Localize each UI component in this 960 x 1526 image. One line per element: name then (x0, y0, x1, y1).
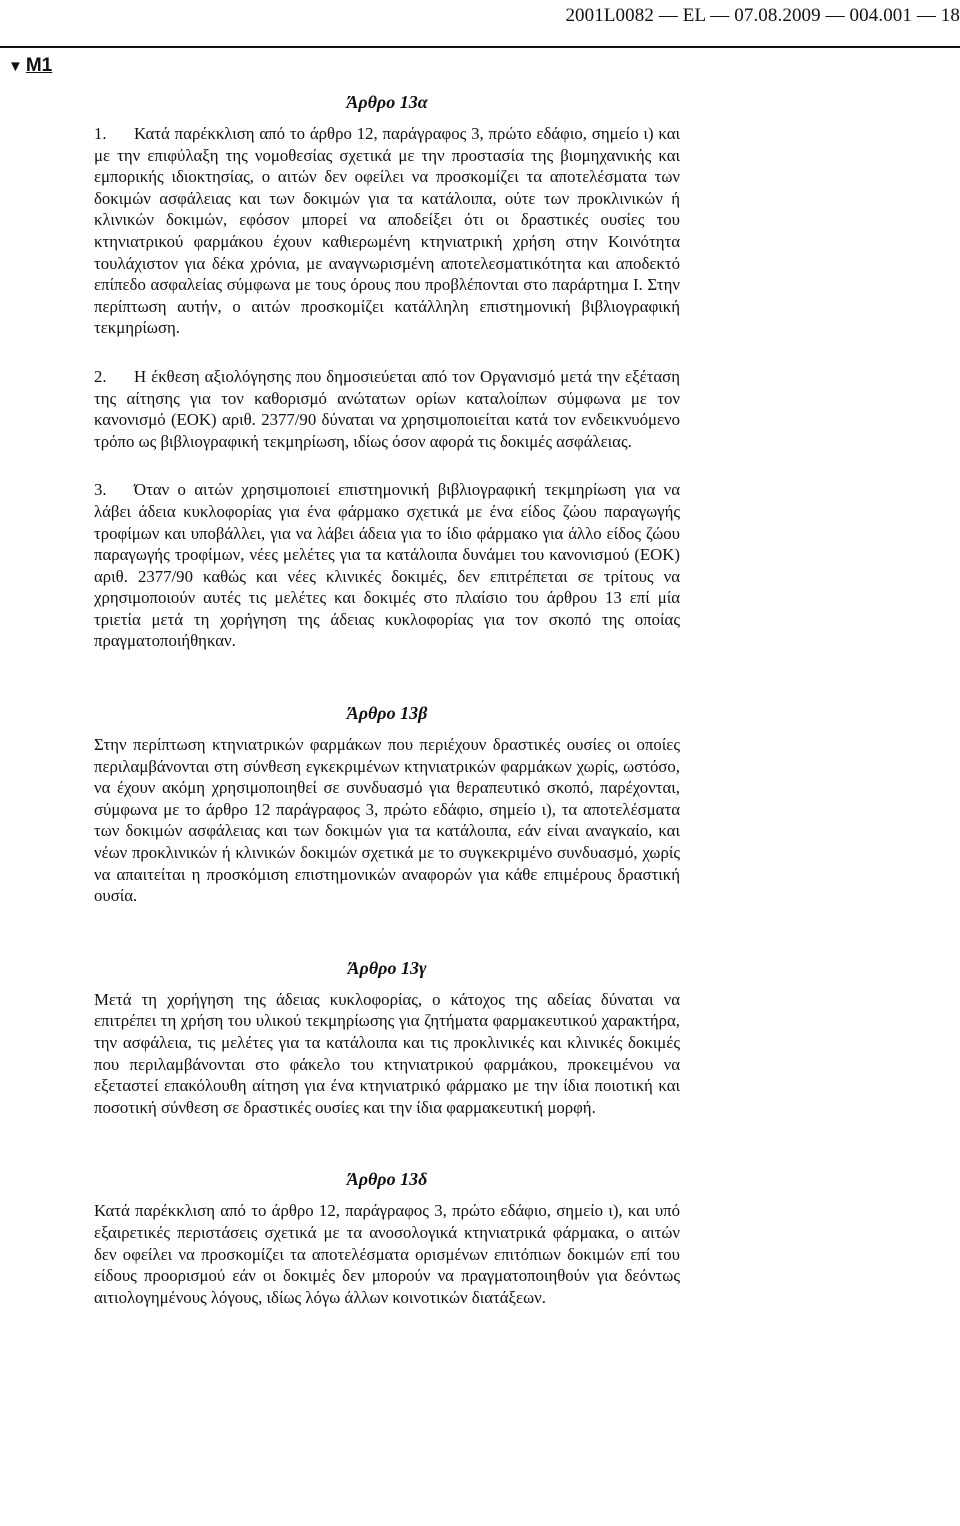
paragraph-13d (94, 1200, 680, 1308)
document-body (94, 89, 680, 1308)
document-reference: 2001L0082 — EL — 07.08.2009 — 004.001 — 18 (565, 5, 960, 26)
paragraph-number: 3. (94, 480, 107, 500)
paragraph-text: Μετά τη χορήγηση της άδειας κυκλοφορίας, ο κάτοχος της αδείας δύναται να επιτρέπει τη χρήση του υλικού τεκμηρίωσης για ζητήματα φαρμακευτικού χαρακτήρα, την ασφάλεια, τις μελέτες για τα κατάλοιπα και τις προκλινικές και κλινικές δοκιμές που περιλαμβάνονται στο φάκελο του κτηνιατρικού φαρμάκου, προκειμένου να εξεταστεί επακόλουθη αίτηση για ένα κτηνιατρικό φάρμακο με την ίδια ποιοτική και ποσοτική σύνθεση σε δραστικές ουσίες και την ίδια φαρμακευτική μορφή. (94, 989, 680, 1117)
paragraph-13c (94, 989, 680, 1119)
amendment-marker (8, 55, 52, 77)
article-title-13a: Άρθρο 13α (346, 92, 428, 112)
header-bar (0, 0, 960, 48)
paragraph-text: Όταν ο αιτών χρησιμοποιεί επιστημονική βιβλιογραφική τεκμηρίωση για να λάβει άδεια κυκλοφορίας για ένα φάρμακο σχετικά με ένα είδος ζώου παραγωγής τροφίμων και υποβάλλει, για να λάβει άδεια για το ίδιο φάρμακο για άλλο είδος ζώου παραγωγής τροφίμων, νέες μελέτες για τα κατάλοιπα δυνάμει του κανονισμού (ΕΟΚ) αριθ. 2377/90 καθώς και νέες κλινικές δοκιμές, δεν επιτρέπεται σε τρίτους να χρησιμοποιούν αυτές τις μελέτες και δοκιμές στο πλαίσιο του άρθρου 13 επί μία τριετία μετά τη χορήγηση της άδειας κυκλοφορίας για τον σκοπό της οποίας πραγματοποιήθηκαν. (94, 480, 680, 651)
paragraph-text: Η έκθεση αξιολόγησης που δημοσιεύεται από τον Οργανισμό μετά την εξέταση της αίτησης για τον καθορισμό ανώτατων ορίων καταλοίπων σύμφωνα με τον κανονισμό (ΕΟΚ) αριθ. 2377/90 δύναται να χρησιμοποιείται κατά τον ενδεικνυόμενο τρόπο ως βιβλιογραφική τεκμηρίωση, ιδίως όσον αφορά τις δοκιμές ασφάλειας. (94, 366, 680, 451)
article-title-13b: Άρθρο 13β (346, 703, 428, 724)
paragraph-number: 2. (94, 366, 107, 386)
paragraph-text: Κατά παρέκκλιση από το άρθρο 12, παράγραφος 3, πρώτο εδάφιο, σημείο ι), και υπό εξαιρετικές περιστάσεις σχετικά με τα ανοσολογικά κτηνιατρικά φάρμακα, ο αιτών δεν οφείλει να προσκομίζει τα αποτελέσματα ορισμένων επιτόπιων δοκιμών επί του είδους προορισμού εάν οι δοκιμές δεν μπορούν να πραγματοποιηθούν για δεόντως αιτιολογημένους λόγους, ιδίως λόγω άλλων κοινοτικών διατάξεων. (94, 1201, 680, 1307)
paragraph-text: Κατά παρέκκλιση από το άρθρο 12, παράγραφος 3, πρώτο εδάφιο, σημείο ι) και με την επιφύλαξη της νομοθεσίας σχετικά με την προστασία της βιομηχανικής και εμπορικής ιδιοκτησίας, ο αιτών δεν οφείλει να προσκομίζει τα αποτελέσματα των δοκιμών ασφάλειας και των δοκιμών για τα κατάλοιπα, ούτε των προκλινικών ή κλινικών δοκιμών, εφόσον μπορεί να αποδείξει ότι οι δραστικές ουσίες του κτηνιατρικού φαρμάκου έχουν καθιερωμένη κτηνιατρική χρήση στην Κοινότητα τουλάχιστον για δέκα χρόνια, με αναγνωρισμένη αποτελεσματικότητα και αποδεκτό επίπεδο ασφαλείας σύμφωνα με τους όρους που προβλέπονται στο παράρτημα I. Στην περίπτωση αυτήν, ο αιτών προσκομίζει κατάλληλη επιστημονική βιβλιογραφική τεκμηρίωση. (94, 124, 680, 338)
paragraph-13b (94, 734, 680, 907)
triangle-down-icon: ▼ (8, 58, 23, 75)
article-title-13d: Άρθρο 13δ (346, 1169, 428, 1190)
amendment-code: M1 (25, 55, 53, 76)
paragraph-13a-1 (94, 123, 680, 339)
paragraph-13a-3 (94, 479, 680, 652)
paragraph-text: Στην περίπτωση κτηνιατρικών φαρμάκων που περιέχουν δραστικές ουσίες οι οποίες περιλαμβάνονται στη σύνθεση εγκεκριμένων κτηνιατρικών φαρμάκων χωρίς, ωστόσο, να έχουν ακόμη χρησιμοποιηθεί σε συνδυασμό για θεραπευτικό σκοπό, παρέχονται, σύμφωνα με το άρθρο 12 παράγραφος 3, πρώτο εδάφιο, σημείο ι), τα αποτελέσματα των δοκιμών ασφάλειας και των δοκιμών για τα κατάλοιπα, εάν είναι αναγκαίο, και νέων προκλινικών ή κλινικών δοκιμών σχετικά με το συγκεκριμένο συνδυασμό, χωρίς να απαιτείται η προσκόμιση επιστημονικών αναφορών για κάθε επιμέρους δραστική ουσία. (94, 735, 680, 906)
article-title-13c: Άρθρο 13γ (347, 957, 427, 978)
paragraph-number: 1. (94, 124, 107, 143)
paragraph-13a-2 (94, 366, 680, 452)
